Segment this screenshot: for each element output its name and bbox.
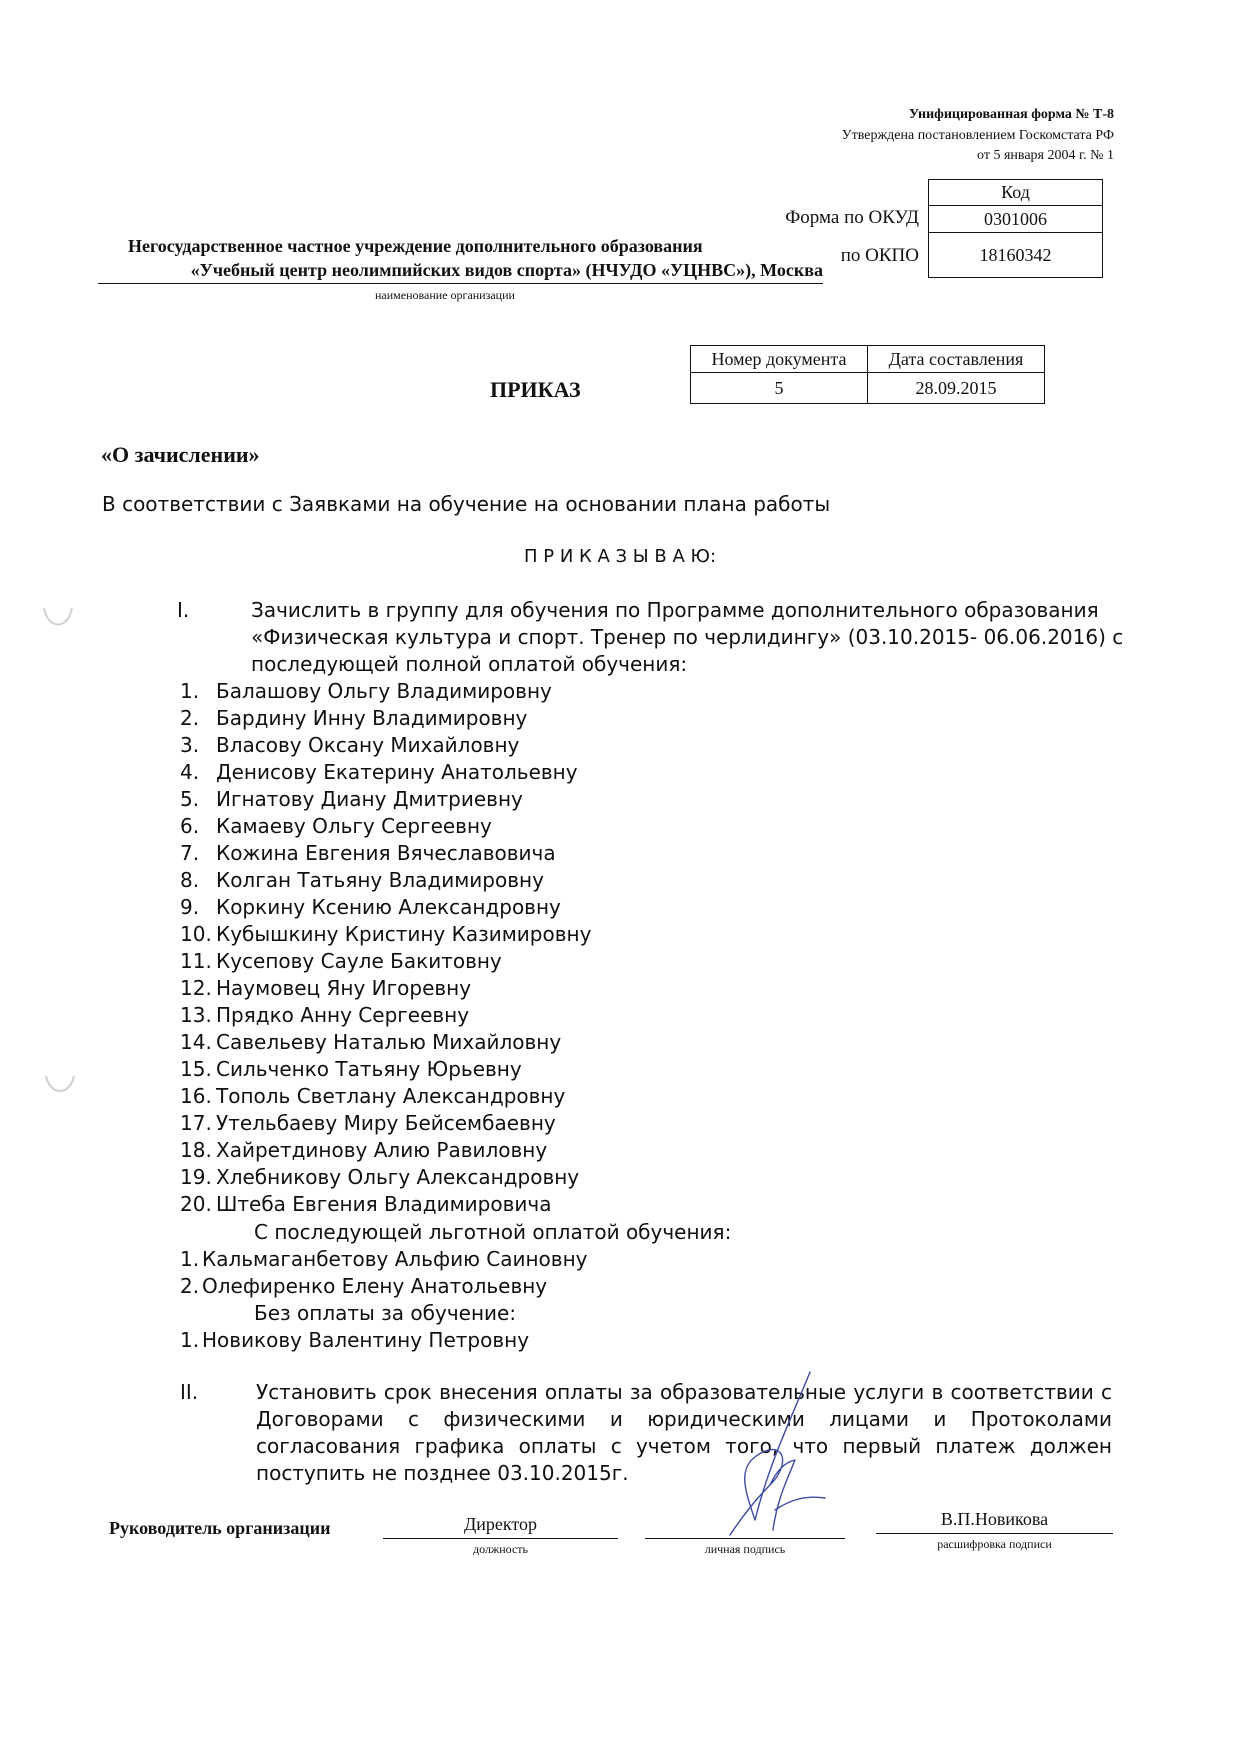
list-item-number: 20. bbox=[180, 1192, 212, 1216]
list-item-name: Тополь Светлану Александровну bbox=[216, 1084, 566, 1108]
list-item-name: Коркину Ксению Александровну bbox=[216, 895, 561, 919]
position-line bbox=[383, 1538, 618, 1539]
list-item bbox=[180, 1327, 529, 1354]
list-item-name: Бардину Инну Владимировну bbox=[216, 706, 528, 730]
list-item-name: Хлебникову Ольгу Александровну bbox=[216, 1165, 580, 1189]
list-item-name: Кубышкину Кристину Казимировну bbox=[216, 922, 592, 946]
list-item bbox=[180, 705, 527, 732]
list-item-number: 16. bbox=[180, 1084, 212, 1108]
list-item-name: Штеба Евгения Владимировича bbox=[216, 1192, 552, 1216]
list-item-name: Олефиренко Елену Анатольевну bbox=[202, 1274, 548, 1298]
list-item-name: Прядко Анну Сергеевну bbox=[216, 1003, 470, 1027]
list-item bbox=[180, 840, 556, 867]
list-item-number: 2. bbox=[180, 1274, 200, 1298]
list-item-number: 1. bbox=[180, 1247, 200, 1271]
section2-numeral: II. bbox=[180, 1380, 199, 1404]
list-item-name: Сильченко Татьяну Юрьевну bbox=[216, 1057, 522, 1081]
list-item bbox=[180, 1191, 551, 1218]
discount-heading: С последующей льготной оплатой обучения: bbox=[254, 1220, 732, 1244]
list-item-number: 15. bbox=[180, 1057, 212, 1081]
list-item-number: 8. bbox=[180, 868, 200, 892]
list-item-name: Власову Оксану Михайловну bbox=[216, 733, 520, 757]
approval-note: Утверждена постановлением Госкомстата РФ bbox=[841, 128, 1114, 143]
position-caption: должность bbox=[473, 1542, 528, 1556]
document-number-table bbox=[690, 345, 1045, 404]
list-item bbox=[180, 1246, 588, 1273]
list-item-number: 19. bbox=[180, 1165, 212, 1189]
list-item bbox=[180, 1002, 469, 1029]
list-item bbox=[180, 678, 552, 705]
list-item bbox=[180, 732, 519, 759]
list-item-name: Хайретдинову Алию Равиловну bbox=[216, 1138, 548, 1162]
list-item-number: 11. bbox=[180, 949, 212, 973]
okud-label: Форма по ОКУД bbox=[785, 207, 919, 228]
name-caption: расшифровка подписи bbox=[937, 1537, 1052, 1551]
list-item-number: 4. bbox=[180, 760, 200, 784]
list-item-number: 6. bbox=[180, 814, 200, 838]
punch-mark-top bbox=[38, 600, 78, 640]
list-item bbox=[180, 1083, 565, 1110]
section1-text-line3: последующей полной оплатой обучения: bbox=[251, 652, 688, 676]
section2-text-line2: Договорами с физическими и юридическими лицами и Протоколами bbox=[256, 1407, 1112, 1431]
list-item bbox=[180, 921, 591, 948]
section1-text-line2: «Физическая культура и спорт. Тренер по черлидингу» (03.10.2015- 06.06.2016) с bbox=[251, 625, 1124, 649]
okpo-value-cell: 18160342 bbox=[928, 232, 1103, 278]
okud-value-cell: 0301006 bbox=[928, 205, 1103, 233]
list-item bbox=[180, 1110, 556, 1137]
list-item-number: 3. bbox=[180, 733, 200, 757]
list-item-number: 7. bbox=[180, 841, 200, 865]
signatory-name: В.П.Новикова bbox=[940, 1509, 1049, 1529]
list-item bbox=[180, 948, 502, 975]
list-item-number: 13. bbox=[180, 1003, 212, 1027]
list-item bbox=[180, 759, 578, 786]
list-item-name: Кусепову Сауле Бакитовну bbox=[216, 949, 502, 973]
list-item-number: 14. bbox=[180, 1030, 212, 1054]
section2-text-line1: Установить срок внесения оплаты за образовательные услуги в соответствии с bbox=[256, 1380, 1112, 1404]
free-heading: Без оплаты за обучение: bbox=[254, 1301, 517, 1325]
handwritten-signature bbox=[715, 1370, 845, 1545]
name-line bbox=[876, 1533, 1113, 1534]
list-item bbox=[180, 813, 492, 840]
list-item-name: Игнатову Диану Дмитриевну bbox=[216, 787, 523, 811]
list-item bbox=[180, 894, 561, 921]
list-item-name: Кожина Евгения Вячеславовича bbox=[216, 841, 556, 865]
signatory-position: Директор bbox=[463, 1514, 538, 1534]
document-title: ПРИКАЗ bbox=[490, 377, 581, 402]
document-number-header: Номер документа bbox=[691, 346, 868, 373]
signature-caption: личная подпись bbox=[704, 1542, 786, 1556]
list-item-number: 5. bbox=[180, 787, 200, 811]
organization-caption: наименование организации bbox=[375, 288, 515, 302]
list-item bbox=[180, 1164, 579, 1191]
list-item-name: Кальмаганбетову Альфию Саиновну bbox=[202, 1247, 588, 1271]
section1-text-line1: Зачислить в группу для обучения по Программе дополнительного образования bbox=[251, 598, 1099, 622]
preamble: В соответствии с Заявками на обучение на основании плана работы bbox=[102, 492, 831, 516]
form-type-title: Унифицированная форма № Т-8 bbox=[908, 107, 1114, 122]
list-item-number: 2. bbox=[180, 706, 200, 730]
list-item-number: 17. bbox=[180, 1111, 212, 1135]
list-item-name: Камаеву Ольгу Сергеевну bbox=[216, 814, 492, 838]
list-item-number: 1. bbox=[180, 1328, 200, 1352]
document-date-header: Дата составления bbox=[868, 346, 1045, 373]
list-item-name: Новикову Валентину Петровну bbox=[202, 1328, 530, 1352]
code-header-cell: Код bbox=[928, 179, 1103, 205]
section2-text-line4: поступить не позднее 03.10.2015г. bbox=[256, 1461, 629, 1485]
section1-numeral: I. bbox=[177, 598, 190, 622]
list-item-name: Денисову Екатерину Анатольевну bbox=[216, 760, 578, 784]
document-subject: «О зачислении» bbox=[101, 442, 260, 467]
list-item-name: Савельеву Наталью Михайловну bbox=[216, 1030, 562, 1054]
document-date-value: 28.09.2015 bbox=[868, 373, 1045, 404]
order-word: П Р И К А З Ы В А Ю: bbox=[523, 546, 717, 567]
list-item bbox=[180, 1029, 561, 1056]
list-item bbox=[180, 867, 544, 894]
organization-name-line1: Негосударственное частное учреждение дополнительного образования bbox=[128, 236, 703, 256]
list-item-number: 9. bbox=[180, 895, 200, 919]
list-item bbox=[180, 786, 523, 813]
list-item-number: 12. bbox=[180, 976, 212, 1000]
list-item bbox=[180, 975, 471, 1002]
list-item-name: Наумовец Яну Игоревну bbox=[216, 976, 472, 1000]
list-item bbox=[180, 1056, 522, 1083]
list-item-number: 18. bbox=[180, 1138, 212, 1162]
signatory-role-label: Руководитель организации bbox=[109, 1518, 331, 1538]
list-item-number: 1. bbox=[180, 679, 200, 703]
list-item bbox=[180, 1137, 547, 1164]
punch-mark-bottom bbox=[40, 1068, 80, 1108]
list-item-name: Балашову Ольгу Владимировну bbox=[216, 679, 552, 703]
okpo-label: по ОКПО bbox=[840, 245, 919, 266]
list-item bbox=[180, 1273, 547, 1300]
list-item-number: 10. bbox=[180, 922, 212, 946]
section2-text-line3: согласования графика оплаты с учетом того, что первый платеж должен bbox=[256, 1434, 1112, 1458]
approval-date: от 5 января 2004 г. № 1 bbox=[977, 148, 1114, 163]
organization-name-line2: «Учебный центр неолимпийских видов спорта» (НЧУДО «УЦНВС»), Москва bbox=[98, 260, 823, 284]
list-item-name: Колган Татьяну Владимировну bbox=[216, 868, 544, 892]
document-number-value: 5 bbox=[691, 373, 868, 404]
list-item-name: Утельбаеву Миру Бейсембаевну bbox=[216, 1111, 556, 1135]
